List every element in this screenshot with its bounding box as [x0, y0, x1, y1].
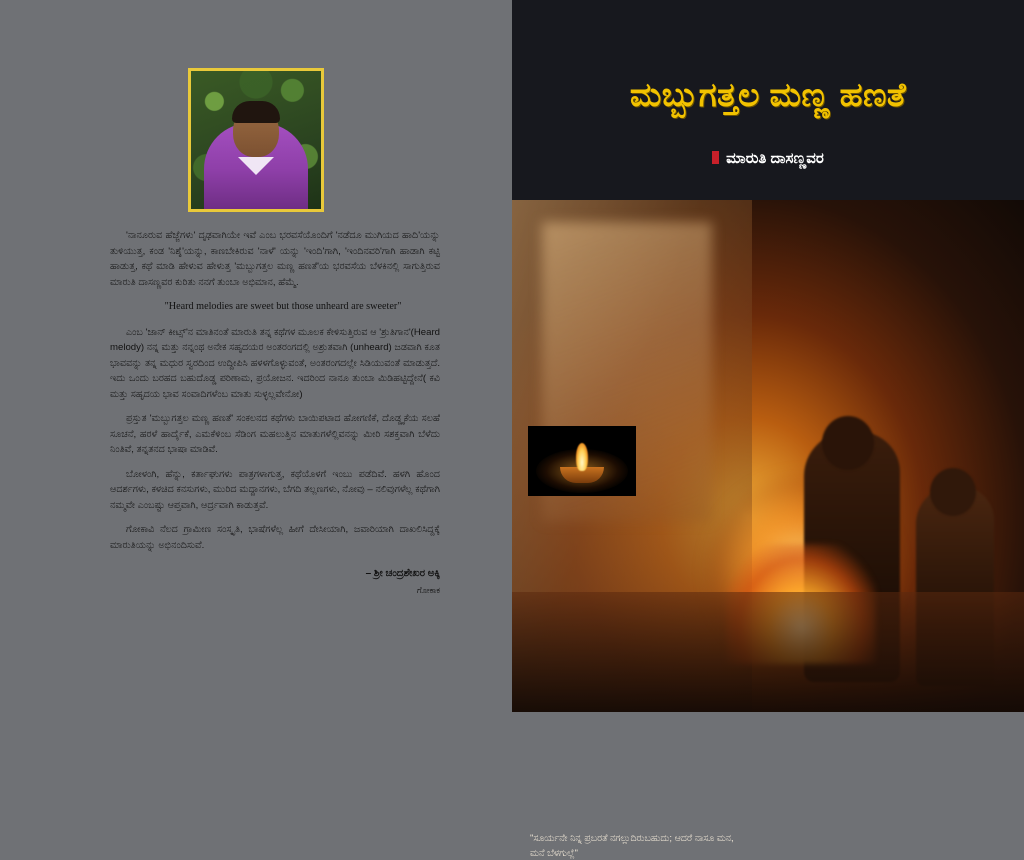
cover-quote: "ಸೂರ್ಯನೇ ನಿನ್ನ ಪ್ರಬರತೆ ನಗಲ್ಲುದಿರುಬಹುದು; ಆದರೆ ನಾಸೂ ಮನ, ಮನೆ ಬೆಳಗುಲ್ಲೆ" [530, 832, 734, 859]
art-figure-woman-head [822, 416, 874, 470]
blurb-paragraph: ಪ್ರಸ್ತುತ 'ಮಬ್ಬುಗತ್ತಲ ಮಣ್ಣ ಹಣತೆ' ಸಂಕಲನದ ಕಥೆಗಳು ಬಾಯಿಪಟಾದ ಹೋಗಣಿಕೆ, ದೊಡ್ಡೃಕೆಯ ಸಲಹೆ ಸೂಚನೆ, ಹರಳೆ ಹಾರ್ದೈಕೆ, ಎಮಕೆಳಿಂಬ ಸೆಡಿಂಗ ಮಹಲುತ್ತಿನ ಮಾತುಗಳೆಲ್ಲಿವನನ್ನು ಮೀರಿ ಸಶಕ್ತವಾಗಿ ಬೆಳೆದು ನಿಂತಿವೆ, ತನ್ನತನದ ಭಾಷಾ ಮಾಡಿವೆ. [110, 413, 440, 456]
book-title: ಮಬ್ಬುಗತ್ತಲ ಮಣ್ಣ ಹಣತೆ [629, 76, 907, 113]
author-name: ಮಾರುತಿ ದಾಸಣ್ಣವರ [726, 150, 824, 167]
inset-lamp-flame [576, 443, 588, 471]
art-figure-child-head [930, 468, 976, 516]
cover-artwork [512, 200, 1024, 859]
author-portrait [188, 68, 324, 212]
back-cover-panel [0, 0, 512, 764]
blurb-paragraph: 'ನಾನೂರುವ ಹೆಜ್ಜೆಗಳು' ದೃಢವಾಗಿಯೇ ಇವೆ ಎಂಬ ಭರವಸೆಯೊಂದಿಗೆ 'ನಡೆದೂ ಮುಗಿಯದ ಹಾದಿ'ಯನ್ನು ತುಳಿಯುತ್ತ, ಕಂಡ 'ನಿಶ್ಶೆ'ಯನ್ನು, ಕಾಣಬೇಕಿರುವ 'ನಾಳೆ' ಯನ್ನು 'ಇಂದಿ'ಗಾಗಿ, 'ಇಂದಿನವರಿ'ಗಾಗಿ ಹಾಡಾಗಿ ಕಟ್ಟಿ ಹಾಡುತ್ತ, ಕಥೆ ಮಾಡಿ ಹೇಳುವ ಹೇಳುತ್ತ 'ಮಬ್ಬುಗತ್ತಲ ಮಣ್ಣ ಹಣತೆ'ಯ ಭರವಸೆಯ ಬೆಳಕಿನಲ್ಲಿ ಸಾಗುತ್ತಿರುವ ಮಾರುತಿ ದಾಸಣ್ಣವರ ಕುರಿತು ನನಗೆ ತುಂಬಾ ಅಭಿಮಾನ, ಹೆಮ್ಮೆ. [110, 230, 440, 288]
portrait-hair [232, 101, 280, 123]
blurb-signature: – ಶ್ರೀ ಚಂದ್ರಶೇಖರ ಅಕ್ಕಿ [365, 567, 440, 579]
front-cover-footer [512, 712, 1024, 764]
blurb-signature-place: ಗೋಕಾಕ [416, 584, 440, 595]
blurb-paragraph: ಗೋಕಾವಿ ನೆಲದ ಗ್ರಾಮೀಣ ಸಂಸ್ಕೃತಿ, ಭಾಷೆಗಳೆಲ್ಲ ಹೀಗೆ ದೇಸೀಯಾಗಿ, ಜವಾರಿಯಾಗಿ ದಾಖಲಿಸಿದ್ದಕ್ಕೆ ಮಾರುತಿಯನ್ನು ಅಭಿನಂದಿಸುವೆ. [110, 524, 440, 552]
back-cover-blurb [110, 228, 440, 597]
art-floor [512, 592, 1024, 712]
inset-lamp-photo [528, 426, 636, 496]
front-cover-panel [512, 0, 1024, 859]
author-bullet-icon [712, 151, 719, 164]
author-name-line [512, 150, 1024, 167]
blurb-paragraph: ಎಂಬ 'ಜಾನ್ ಕೀಟ್ಸ್'ನ ಮಾತಿನಂತೆ ಮಾರುತಿ ತನ್ನ ಕಥೆಗಳ ಮೂಲಕ ಕೇಳಿಸುತ್ತಿರುವ ಆ 'ಶ್ರುತಿಗಾನ'(Heard melody) ನನ್ನ ಮತ್ತು ನನ್ನಂಥ ಅನೇಕ ಸಹೃದಯರ ಅಂತರಂಗದಲ್ಲಿ ಅಶ್ರುತವಾಗಿ (unheard) ಜಡವಾಗಿ ಕೂತ ಭಾವವನ್ನು ತನ್ನ ಮಧುರ ಸ್ವರದಿಂದ ಉದ್ದೀಪಿಸಿ ಹಳಳಗೊಳ್ಳುವಂತೆ, ಅಂತರಂಗದಲ್ಲೇ ಸಿಡಿಯುವಂತೆ ಮಾಡುತ್ತದೆ. ಇದು ಒಂದು ಬರಹದ ಬಹುದೊಡ್ಡ ಪರಿಣಾಮ, ಪ್ರಯೋಜನ. ಇದರಿಂದ ನಾನೂ ತುಂಬಾ ಮಿಡಿಹಟ್ಟಿದ್ದೇನೆ( ಕವಿ ಮತ್ತು ಸಹೃದಯ ಭಾವ ಸಂವಾದಿಗಳೆಂಬ ಮಾತು ಸುಳ್ಳಲ್ಲವೇನೋ) [110, 326, 440, 400]
front-cover-header [512, 0, 1024, 200]
english-quote: "Heard melodies are sweet but those unheard are sweeter" [164, 301, 402, 313]
blurb-paragraph: ಬೋಳಂಗಿ, ಹೆನ್ನು, ಕರ್ತಾಘುಗಳು ಪಾತ್ರಗಳಾಗುತ್ತ, ಕಥೆಯೊಳಗೆ ಇಂಬು ಪಡೆದಿವೆ. ಹಳಗಿ ಹೊಂದ ಆದರ್ಶಗಳು, ಕಳಚಿದ ಕನಸುಗಳು, ಮುರಿದ ಮದ್ದಾನಗಳು, ಬೆಗದಿ ತಲ್ಲಣಗಳು, ನೋವು – ನಲಿವುಗಳೆಲ್ಲ ಕಥೆಗಾಗಿ ನಮ್ಮವೇ ಎಂಬಷ್ಟು ಆಪ್ತವಾಗಿ, ಆರ್ದ್ರವಾಗಿ ಕಾಡುತ್ತವೆ. [110, 468, 440, 511]
